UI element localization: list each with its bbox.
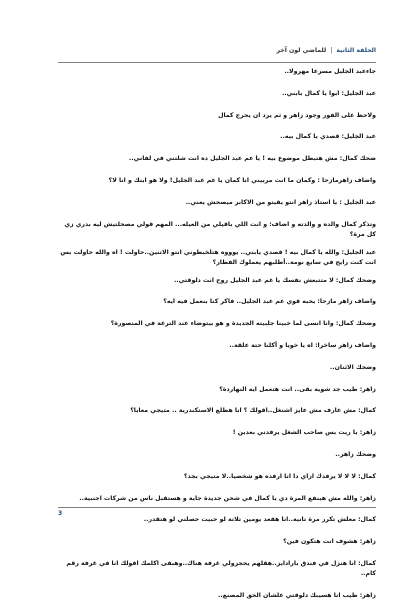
paragraph-8: وتذكر كمال والده و والدته و اضاف: و انت اللي باقيلي من العيله... المهم قولي مصحلتيش ليه بدري زي كل مرة؟ [64,220,376,238]
paragraph-9: عبد الجليل: والله يا كمال بيه ! قصدي يابني.. يوووه هتلخبطوني انتو الاتنين..حاولت ! اه والله حاولت بس انت كنت رايح في سابع نومة..أطلبهم يعملوك الفطار؟ [60,248,376,266]
episode-label: الحلقة الثانية [336,47,376,54]
paragraph-22: زاهر: هشوف انت هتكون فين؟ [283,538,376,546]
paragraph-21: كمال: معلش تكرر مرة تانية..انا هقعد يومين تلاتة لو حبيت حصلني لو هتقدر.. [143,516,376,524]
page-number: 3 [58,510,63,517]
paragraph-20: زاهر: والله مش هينفع المرة دي يا كمال في شحن جديدة جاية و هستقبل ناس من شركات اجنبية.. [79,494,376,502]
paragraph-10: وضحك كمال: لا متتبعش نفسك يا عم عبد الجليل روح انت دلوقتي.. [173,276,376,284]
header-separator: | [330,47,333,54]
paragraph-19: كمال: لا لا لا يرفدك ازاي دا انا ارفده هو شخصيا..لا متيجي بجد؟ [183,472,376,480]
paragraph-17: زاهر: يا ريت بس صاحب الشغل يرفدني بعدين ! [232,429,376,437]
paragraph-7: عبد الجليل : يا استاذ زاهر انتو يقيتو من الاكابر ميصحش يعني.. [185,198,376,206]
story-text [58,67,376,599]
paragraph-4: عبد الجليل: قصدي يا كمال بيه.. [280,133,376,141]
paragraph-11: واضاف زاهر مازحا: بحبه قوي عم عبد الجليل.. فاكر كنا بنعمل فيه ايه؟ [163,298,376,306]
paragraph-3: ولاحظ على الفور وجود زاهر و ثم يرد ان يحرج كمال [218,111,376,119]
paragraph-2: عبد الجليل: ابوا يا كمال بابني.. [281,89,376,97]
paragraph-1: جاءعبد الجليل مسرعا مهرولا.. [284,68,376,75]
paragraph-14: وضحك الاثنان.. [329,363,376,371]
paragraph-23: كمال: انا هنزل في فندق بارادايز..هقلهم يحجزولي غرفة هناك..وهبقى اكلمك اقولك انا في غرفة رقم كام.. [66,559,376,577]
paragraph-5: ضحك كمال: مش هتبطل موضوع بيه ! يا عم عبد الجليل ده انت شلتني في لفاني.. [128,155,376,163]
paragraph-18: وضحك زاهر.. [335,450,376,458]
paragraph-24: زاهر: طيب انا هسيبك دلوقتي علشان الحق المصنع.. [218,591,376,599]
document-title: للماضي لون آخر [276,47,327,54]
header-divider [58,62,376,63]
paragraph-16: كمال: مش عارف مش عايز اشتغل..اقولك ؟ انا هطلع الاستكندرية .. متيجي معايا؟ [130,407,376,415]
paragraph-12: وضحك كمال: وانا انسى لما خبينا جلبيته الجديدة و هو بيتوضاء عند الترعة في المنصورة؟ [110,320,376,328]
footer-divider [58,507,376,508]
paragraph-6: واضاف زاهرمازحا : وكمان ما انت مربيني انا كمان يا عم عبد الجليل! ولا هو ابنك و انا لا؟ [108,176,376,184]
paragraph-13: واضاف زاهر ساخرا: اه يا خويا و أكلنا حتة علقة.. [229,341,376,349]
paragraph-15: زاهر: طيب جد شوية بقى.. انت هتعمل ايه النهاردة؟ [219,385,376,393]
page-header [58,42,376,60]
